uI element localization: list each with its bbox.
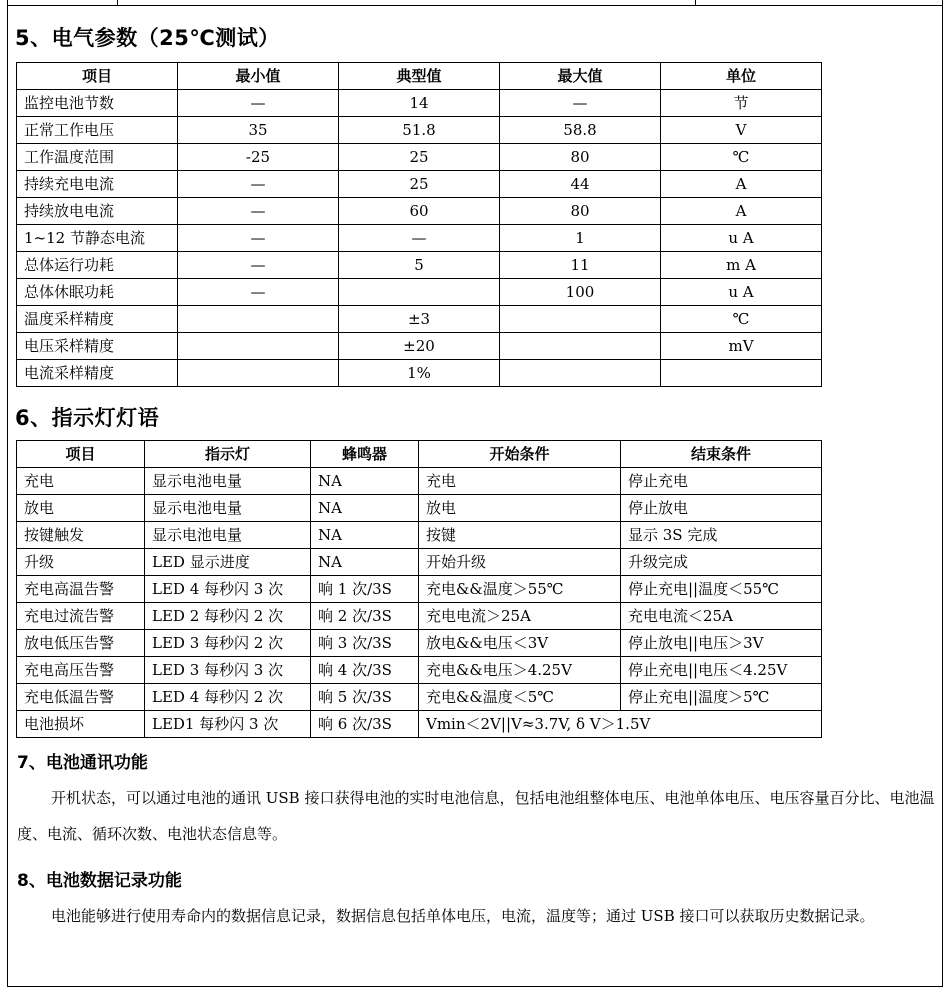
table-row [17,711,822,738]
indicator-table [16,440,822,738]
table-cell: 1% [339,360,500,387]
table-row [17,144,822,171]
table-cell: 放电 [419,495,621,522]
table-row [17,360,822,387]
table-cell [500,360,661,387]
table-cell: 44 [500,171,661,198]
col-header: 最大值 [500,63,661,90]
table-row [17,657,822,684]
table-cell: 电压采样精度 [17,333,178,360]
table-row [17,333,822,360]
table-cell: 响 6 次/3S [311,711,419,738]
col-header: 项目 [17,441,145,468]
table-cell: -25 [178,144,339,171]
table-cell: 温度采样精度 [17,306,178,333]
electrical-params-table [16,62,822,387]
table-cell: NA [311,549,419,576]
table-cell: 持续充电电流 [17,171,178,198]
table-cell: — [178,252,339,279]
table-row [17,279,822,306]
table-cell: 35 [178,117,339,144]
table-cell: 80 [500,144,661,171]
table-cell: 100 [500,279,661,306]
table-cell: 充电 [17,468,145,495]
table-cell: 58.8 [500,117,661,144]
table-row [17,90,822,117]
table-cell: A [661,198,822,225]
table-cell: 显示电池电量 [145,468,311,495]
table-cell: 51.8 [339,117,500,144]
table-cell: 14 [339,90,500,117]
table-cell: ±20 [339,333,500,360]
table-row [17,225,822,252]
table-cell: mV [661,333,822,360]
table-cell: u A [661,225,822,252]
table-cell: — [339,225,500,252]
table-cell: 充电&&温度＜5℃ [419,684,621,711]
table-cell: 放电&&电压＜3V [419,630,621,657]
col-header: 单位 [661,63,822,90]
table-cell: LED 2 每秒闪 2 次 [145,603,311,630]
table-cell: ℃ [661,144,822,171]
table-cell: V [661,117,822,144]
table-row [17,198,822,225]
table-cell [178,360,339,387]
table-cell: 充电电流＜25A [621,603,822,630]
section5-title: 5、电气参数（25℃测试） [15,26,280,50]
table-cell: LED 4 每秒闪 3 次 [145,576,311,603]
table-cell: ±3 [339,306,500,333]
table-cell: — [178,198,339,225]
col-header: 典型值 [339,63,500,90]
table-row [17,306,822,333]
table-cell: 停止充电||电压＜4.25V [621,657,822,684]
table-cell: 响 4 次/3S [311,657,419,684]
table-cell: 总体运行功耗 [17,252,178,279]
table-cell: 工作温度范围 [17,144,178,171]
table-cell: 60 [339,198,500,225]
table-cell: 持续放电电流 [17,198,178,225]
table-cell: LED 3 每秒闪 2 次 [145,630,311,657]
table-row [17,117,822,144]
table-cell: 充电高温告警 [17,576,145,603]
table-cell: ℃ [661,306,822,333]
table-cell: 升级 [17,549,145,576]
table-cell [178,306,339,333]
table-cell: LED1 每秒闪 3 次 [145,711,311,738]
table-cell: — [178,225,339,252]
table-row [17,171,822,198]
table-cell: LED 4 每秒闪 2 次 [145,684,311,711]
table-cell: u A [661,279,822,306]
table-cell: 充电电流＞25A [419,603,621,630]
table-cell: NA [311,495,419,522]
table-cell: — [178,90,339,117]
table-cell: 80 [500,198,661,225]
table-header-row [17,441,822,468]
table-cell: 5 [339,252,500,279]
section8-body: 电池能够进行使用寿命内的数据信息记录，数据信息包括单体电压，电流，温度等；通过 USB 接口可以获取历史数据记录。 [51,907,875,925]
table-cell: 响 5 次/3S [311,684,419,711]
table-cell: 停止充电 [621,468,822,495]
table-row [17,252,822,279]
table-cell: m A [661,252,822,279]
table-cell: 节 [661,90,822,117]
table-cell: 响 1 次/3S [311,576,419,603]
table-cell: NA [311,522,419,549]
table-cell: 1~12 节静态电流 [17,225,178,252]
section8-title: 8、电池数据记录功能 [17,871,182,891]
col-header: 结束条件 [621,441,822,468]
table-cell: 充电 [419,468,621,495]
table-cell: 充电&&电压＞4.25V [419,657,621,684]
table-cell: LED 3 每秒闪 3 次 [145,657,311,684]
table-cell: 停止放电||电压＞3V [621,630,822,657]
table-cell: 响 2 次/3S [311,603,419,630]
table-cell: 停止放电 [621,495,822,522]
table-cell: — [178,171,339,198]
table-cell: 显示电池电量 [145,522,311,549]
table-row [17,630,822,657]
table-cell: 25 [339,144,500,171]
table-cell [500,333,661,360]
table-cell: 显示电池电量 [145,495,311,522]
table-cell: 电流采样精度 [17,360,178,387]
table-cell: Vmin＜2V||V≈3.7V, δ V＞1.5V [419,711,822,738]
table-header-row [17,63,822,90]
table-row [17,576,822,603]
table-cell: NA [311,468,419,495]
table-cell: 总体休眠功耗 [17,279,178,306]
table-cell: 充电&&温度＞55℃ [419,576,621,603]
table-cell: 监控电池节数 [17,90,178,117]
table-cell [661,360,822,387]
table-cell: 电池损坏 [17,711,145,738]
table-cell: 放电低压告警 [17,630,145,657]
col-header: 指示灯 [145,441,311,468]
table-row [17,603,822,630]
table-cell: 充电过流告警 [17,603,145,630]
table-cell: 停止充电||温度＜55℃ [621,576,822,603]
table-cell: 显示 3S 完成 [621,522,822,549]
table-cell: 正常工作电压 [17,117,178,144]
table-cell [339,279,500,306]
table-row [17,549,822,576]
table-row [17,684,822,711]
col-header: 蜂鸣器 [311,441,419,468]
table-cell: 按键触发 [17,522,145,549]
section7-body: 开机状态，可以通过电池的通讯 USB 接口获得电池的实时电池信息，包括电池组整体电压、电池单体电压、电压容量百分比、电池温度、电流、循环次数、电池状态信息等。 [17,789,935,843]
table-cell: 放电 [17,495,145,522]
table-cell: 按键 [419,522,621,549]
table-cell: 25 [339,171,500,198]
table-cell: 升级完成 [621,549,822,576]
table-cell: 开始升级 [419,549,621,576]
table-cell: — [500,90,661,117]
col-header: 开始条件 [419,441,621,468]
table-cell: 1 [500,225,661,252]
table-cell: 充电低温告警 [17,684,145,711]
table-cell: 充电高压告警 [17,657,145,684]
table-cell: — [178,279,339,306]
table-row [17,495,822,522]
table-row [17,522,822,549]
table-cell: 响 3 次/3S [311,630,419,657]
table-cell [178,333,339,360]
table-cell [500,306,661,333]
table-cell: LED 显示进度 [145,549,311,576]
table-row [17,468,822,495]
table-cell: 11 [500,252,661,279]
table-cell: A [661,171,822,198]
col-header: 最小值 [178,63,339,90]
top-rule [7,5,943,6]
section7-title: 7、电池通讯功能 [17,753,148,773]
table-cell: 停止充电||温度＞5℃ [621,684,822,711]
col-header: 项目 [17,63,178,90]
section6-title: 6、指示灯灯语 [15,406,160,430]
